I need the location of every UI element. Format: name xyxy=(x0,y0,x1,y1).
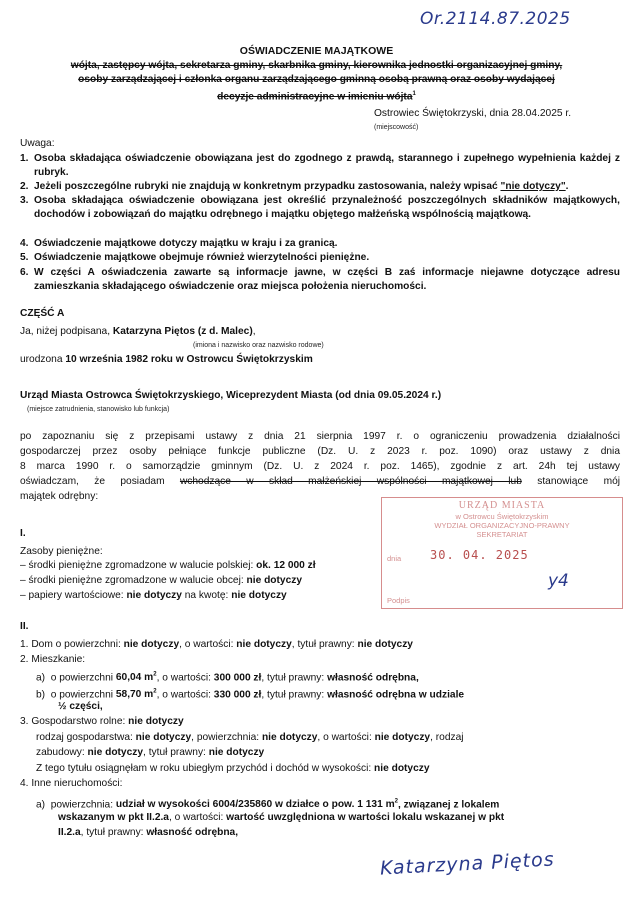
apartment-b: b) o powierzchni 58,70 $m^2$, o wartości: 330 000 zł, tytuł prawny: własność odrębna w udziale xyxy=(36,689,465,701)
stamp-line-1: URZĄD MIASTA xyxy=(458,500,546,511)
declarant-name: Katarzyna Piętos (z d. Malec) xyxy=(112,326,253,337)
nie-dotyczy-underlined: "nie dotyczy" xyxy=(500,181,566,192)
signature: Katarzyna Piętos xyxy=(379,848,556,880)
farm-income-line: Z tego tytułu osiągnęłam w roku ubiegłym przychód i dochód w wysokości: nie dotyczy xyxy=(36,763,430,774)
intro-line-3: 8 marca 1990 r. o samorządzie gminnym (Dz. U. z 2024 r. poz. 1465), zgodnie z art. 24h tej ustawy xyxy=(20,461,620,472)
note-number: 5. xyxy=(20,252,29,263)
note-number: 6. xyxy=(20,267,29,278)
other-property-a-line-2: wskazanym w pkt II.2.a, o wartości: wartość uwzględniona w wartości lokalu wskazanej w pkt xyxy=(58,812,505,823)
note-text: Oświadczenie majątkowe obejmuje również wierzytelności pieniężne. xyxy=(34,252,370,263)
farm-type-line: rodzaj gospodarstwa: nie dotyczy, powierzchnia: nie dotyczy, o wartości: nie dotyczy, rodzaj xyxy=(36,732,464,743)
stamp-line-2: w Ostrowcu Świętokrzyskim xyxy=(455,512,549,521)
stamp-initials: y4 xyxy=(548,571,569,591)
cash-resources-label: Zasoby pieniężne: xyxy=(20,546,103,557)
note-6 xyxy=(20,266,620,294)
footnote-marker: 1 xyxy=(412,91,416,97)
intro-line-1: po zapoznaniu się z przepisami ustawy z dnia 21 sierpnia 1997 r. o ograniczeniu prowadzenia działalności xyxy=(20,431,620,442)
note-number: 2. xyxy=(20,181,29,192)
stamp-podpis-label: Podpis xyxy=(387,596,410,605)
employment: Urząd Miasta Ostrowca Świętokrzyskiego, Wiceprezydent Miasta (od dnia 09.05.2024 r.) xyxy=(20,390,442,401)
note-number: 3. xyxy=(20,195,29,206)
place-date: Ostrowiec Świętokrzyski, dnia 28.04.2025 r. xyxy=(374,108,572,119)
note-2 xyxy=(20,180,620,194)
note-1 xyxy=(20,152,620,180)
apartment-b-continued: ½ części, xyxy=(58,701,103,712)
other-property-a-line-3: II.2.a, tytuł prawny: własność odrębna, xyxy=(58,827,239,838)
other-property-a-line-1: a) powierzchnia: udział w wysokości 6004/235860 w działce o pow. 1 131 $m^2$, związanej z lokalem xyxy=(36,799,500,811)
note-text: Jeżeli poszczególne rubryki nie znajdują w konkretnym przypadku zastosowania, należy wpisać "nie dotyczy". xyxy=(34,181,569,192)
subtitle-line-1: wójta, zastępcy wójta, sekretarza gminy, skarbnika gminy, kierownika jednostki organizacyjnej gminy, xyxy=(70,60,563,71)
subtitle-line-3-text: decyzje administracyjne w imieniu wójta xyxy=(217,91,413,103)
intro-line-2: gospodarczej przez osoby pełniące funkcje publiczne (Dz. U. z 2023 r. poz. 1090) oraz ustawy z dnia xyxy=(20,446,620,457)
notes-heading: Uwaga: xyxy=(20,138,55,149)
subtitle-line-2: osoby zarządzającej i członka organu zarządzającego gminną osobą prawną oraz osoby wydającej xyxy=(78,74,555,85)
subtitle-line-3 xyxy=(0,87,633,104)
other-property-label: 4. Inne nieruchomości: xyxy=(20,778,123,789)
note-number: 4. xyxy=(20,238,29,249)
cash-pln: – środki pieniężne zgromadzone w walucie polskiej: ok. 12 000 zł xyxy=(20,560,316,571)
house-line: 1. Dom o powierzchni: nie dotyczy, o wartości: nie dotyczy, tytuł prawny: nie dotyczy xyxy=(20,639,413,650)
note-5 xyxy=(20,251,620,265)
struck-phrase: wchodzące w skład małżeńskiej wspólności majątkowej lub xyxy=(179,476,522,487)
intro-line-5: majątek odrębny: xyxy=(20,491,99,502)
note-number: 1. xyxy=(20,153,29,164)
place-caption: (miejscowość) xyxy=(374,124,419,131)
farm-building-line: zabudowy: nie dotyczy, tytuł prawny: nie dotyczy xyxy=(36,747,265,758)
farm-line: 3. Gospodarstwo rolne: nie dotyczy xyxy=(20,716,184,727)
receipt-stamp xyxy=(381,497,623,609)
stamp-line-3: WYDZIAŁ ORGANIZACYJNO-PRAWNY xyxy=(434,521,570,530)
apartment-a: a) o powierzchni 60,04 $m^2$, o wartości: 300 000 zł, tytuł prawny: własność odrębna, xyxy=(36,672,419,684)
cash-foreign: – środki pieniężne zgromadzone w walucie obcej: nie dotyczy xyxy=(20,575,302,586)
name-caption: (imiona i nazwisko oraz nazwisko rodowe) xyxy=(193,342,324,349)
note-text: Oświadczenie majątkowe dotyczy majątku w kraju i za granicą. xyxy=(34,238,338,249)
stamp-line-4: SEKRETARIAT xyxy=(476,530,528,539)
apartment-label: 2. Mieszkanie: xyxy=(20,654,86,665)
stamp-dnia-label: dnia xyxy=(387,554,402,563)
handwritten-reference: Or.2114.87.2025 xyxy=(420,9,571,29)
note-3 xyxy=(20,194,620,222)
section-2-heading: II. xyxy=(20,621,29,632)
note-4 xyxy=(20,237,620,251)
birth-line: urodzona 10 września 1982 roku w Ostrowcu Świętokrzyskim xyxy=(20,354,313,365)
document-title: OŚWIADCZENIE MAJĄTKOWE xyxy=(239,45,394,57)
intro-line-4: oświadczam, że posiadam wchodzące w skład małżeńskiej wspólności majątkowej lub stanowiące mój xyxy=(20,476,620,487)
declarant-line: Ja, niżej podpisana, Katarzyna Piętos (z d. Malec), xyxy=(20,326,256,337)
employment-caption: (miejsce zatrudnienia, stanowisko lub funkcja) xyxy=(27,406,170,413)
note-text: Osoba składająca oświadczenie obowiązana jest określić przynależność poszczególnych składników majątkowych, dochodów i zobowiązań do majątku odrębnego i majątku objętego małżeńską wspólnością majątkową. xyxy=(34,195,620,220)
note-text: Osoba składająca oświadczenie obowiązana jest do zgodnego z prawdą, starannego i zupełnego wypełnienia każdej z rubryk. xyxy=(34,153,620,178)
note-text: W części A oświadczenia zawarte są informacje jawne, w części B zaś informacje niejawne dotyczące adresu zamieszkania składającego oświadczenie oraz miejsca położenia nieruchomości. xyxy=(34,267,620,292)
securities: – papiery wartościowe: nie dotyczy na kwotę: nie dotyczy xyxy=(20,590,287,601)
section-1-heading: I. xyxy=(20,528,26,539)
birth-value: 10 września 1982 roku w Ostrowcu Świętokrzyskim xyxy=(65,354,313,365)
part-a-heading: CZĘŚĆ A xyxy=(20,308,65,319)
stamp-date: 30. 04. 2025 xyxy=(430,548,529,562)
